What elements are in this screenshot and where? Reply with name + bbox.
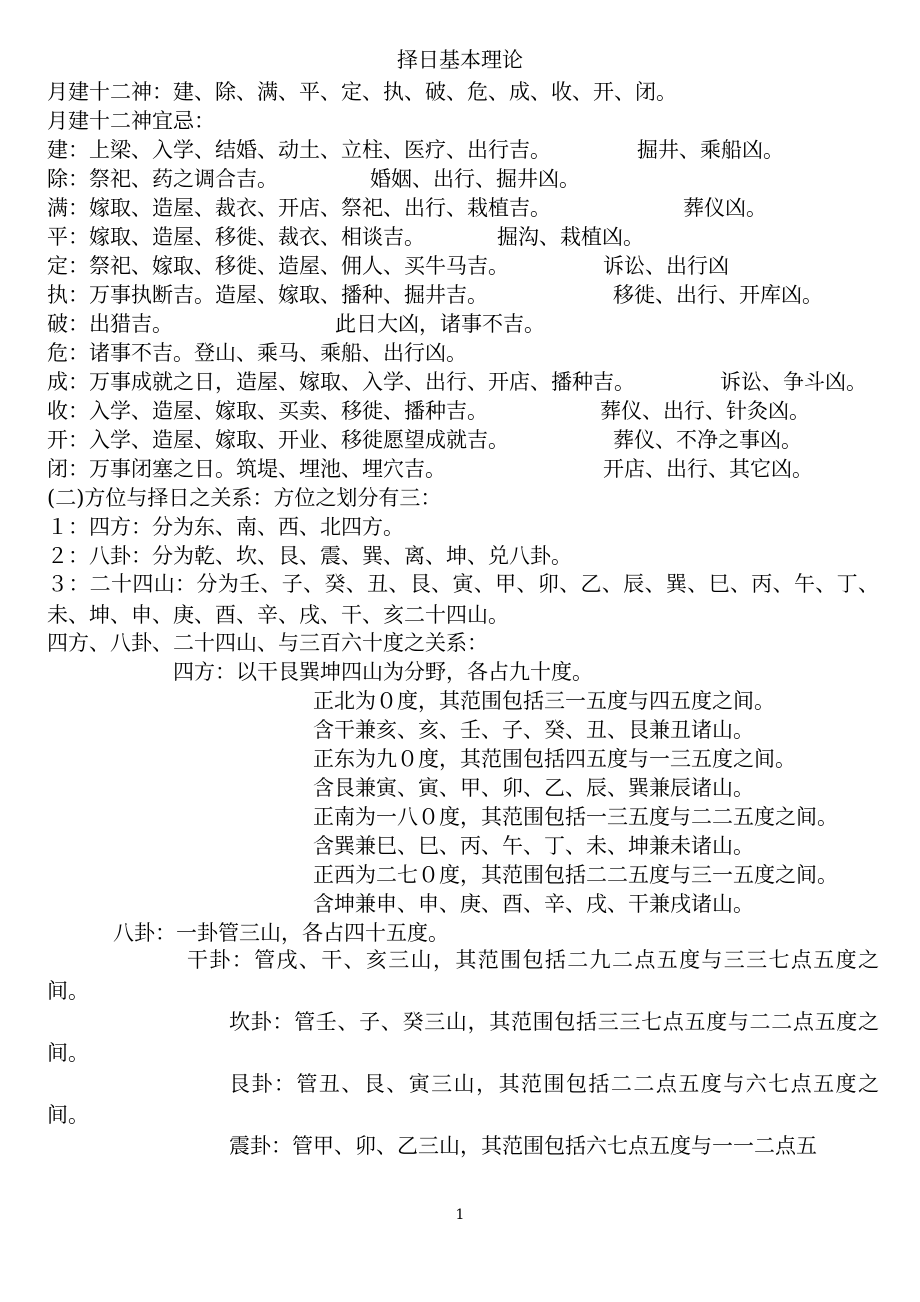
god-row-cheng <box>47 368 867 396</box>
god-good-text: 平：嫁取、造屋、移徙、裁衣、相谈吉。 <box>47 225 425 249</box>
god-row-ping <box>47 223 644 251</box>
god-row-chu <box>47 165 580 193</box>
four-detail-south: 正南为一八０度，其范围包括一三五度与二二五度之间。 <box>313 805 838 829</box>
trigram-kan: 坎卦：管壬、子、癸三山，其范围包括三三七点五度与二二点五度之间。 <box>47 1010 879 1065</box>
god-row-jian <box>47 136 784 164</box>
trigram-zhen: 震卦：管甲、卯、乙三山，其范围包括六七点五度与一一二点五 <box>229 1134 817 1158</box>
god-good-text: 成：万事成就之日，造屋、嫁取、入学、出行、开店、播种吉。 <box>47 370 635 394</box>
god-good-text: 满：嫁取、造屋、裁衣、开店、祭祀、出行、栽植吉。 <box>47 196 551 220</box>
four-detail-west-mountains: 含坤兼申、申、庚、酉、辛、戌、干兼戌诸山。 <box>313 892 754 916</box>
directions-item-3: ３：二十四山：分为壬、子、癸、丑、艮、寅、甲、卯、乙、辰、巽、巳、丙、午、丁、未、坤、申、庚、酉、辛、戌、干、亥二十四山。 <box>47 572 879 627</box>
trigram-gan: 干卦：管戌、干、亥三山，其范围包括二九二点五度与三三七点五度之间。 <box>47 948 879 1003</box>
god-bad-text: 移徙、出行、开库凶。 <box>613 283 823 307</box>
four-detail-west: 正西为二七０度，其范围包括二二五度与三一五度之间。 <box>313 863 838 887</box>
text-line-taboos-heading: 月建十二神宜忌： <box>47 109 215 133</box>
god-bad-text: 开店、出行、其它凶。 <box>603 457 813 481</box>
god-bad-text: 葬仪、不净之事凶。 <box>613 428 802 452</box>
god-good-text: 危：诸事不吉。登山、乘马、乘船、出行凶。 <box>47 341 467 365</box>
four-detail-east: 正东为九０度，其范围包括四五度与一三五度之间。 <box>313 747 796 771</box>
god-bad-text: 葬仪、出行、针灸凶。 <box>600 399 810 423</box>
god-row-po <box>47 310 545 338</box>
god-good-text: 开：入学、造屋、嫁取、开业、移徙愿望成就吉。 <box>47 428 509 452</box>
god-row-zhi <box>47 281 823 309</box>
directions-item-2: ２：八卦：分为乾、坎、艮、震、巽、离、坤、兑八卦。 <box>47 544 572 568</box>
four-directions-heading: 四方：以干艮巽坤四山为分野，各占九十度。 <box>173 660 593 684</box>
god-row-wei <box>47 339 467 367</box>
god-good-text: 执：万事执断吉。造屋、嫁取、播种、掘井吉。 <box>47 283 488 307</box>
god-good-text: 收：入学、造屋、嫁取、买卖、移徙、播种吉。 <box>47 399 488 423</box>
god-row-shou <box>47 397 810 425</box>
god-good-text: 定：祭祀、嫁取、移徙、造屋、佣人、买牛马吉。 <box>47 254 509 278</box>
four-detail-north: 正北为０度，其范围包括三一五度与四五度之间。 <box>313 689 775 713</box>
god-good-text: 建：上梁、入学、结婚、动土、立柱、医疗、出行吉。 <box>47 138 551 162</box>
god-bad-text: 葬仪凶。 <box>683 196 767 220</box>
god-row-kai <box>47 426 802 454</box>
god-bad-text: 掘井、乘船凶。 <box>637 138 784 162</box>
trigram-gen: 艮卦：管丑、艮、寅三山，其范围包括二二点五度与六七点五度之间。 <box>47 1072 879 1127</box>
page-number: 1 <box>455 1207 465 1223</box>
god-bad-text: 婚姻、出行、掘井凶。 <box>370 167 580 191</box>
god-good-text: 除：祭祀、药之调合吉。 <box>47 167 278 191</box>
god-row-bi <box>47 455 813 483</box>
page-title: 择日基本理论 <box>397 48 523 72</box>
directions-intro: (二)方位与择日之关系：方位之划分有三： <box>47 486 442 510</box>
eight-trigrams-heading: 八卦：一卦管三山，各占四十五度。 <box>113 921 449 945</box>
god-row-ding <box>47 252 729 280</box>
four-detail-south-mountains: 含巽兼巳、巳、丙、午、丁、未、坤兼未诸山。 <box>313 834 754 858</box>
directions-item-1: １：四方：分为东、南、西、北四方。 <box>47 515 404 539</box>
god-good-text: 闭：万事闭塞之日。筑堤、埋池、埋穴吉。 <box>47 457 446 481</box>
god-row-man <box>47 194 767 222</box>
text-line-twelve-gods: 月建十二神：建、除、满、平、定、执、破、危、成、收、开、闭。 <box>47 80 677 104</box>
god-bad-text: 诉讼、争斗凶。 <box>720 370 867 394</box>
god-bad-text: 掘沟、栽植凶。 <box>497 225 644 249</box>
four-detail-east-mountains: 含艮兼寅、寅、甲、卯、乙、辰、巽兼辰诸山。 <box>313 776 754 800</box>
god-good-text: 破：出猎吉。 <box>47 312 173 336</box>
god-bad-text: 此日大凶，诸事不吉。 <box>335 312 545 336</box>
directions-relation: 四方、八卦、二十四山、与三百六十度之关系： <box>47 631 488 655</box>
god-bad-text: 诉讼、出行凶 <box>603 254 729 278</box>
four-detail-north-mountains: 含干兼亥、亥、壬、子、癸、丑、艮兼丑诸山。 <box>313 718 754 742</box>
